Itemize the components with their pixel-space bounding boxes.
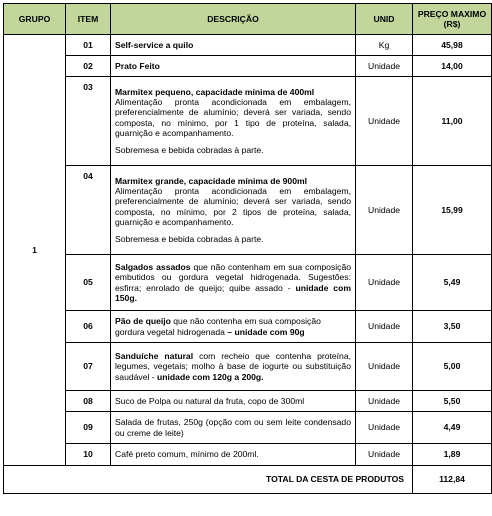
- item-description: [111, 77, 356, 166]
- item-detail: com recheio que contenha proteína, legumes, vegetais; molho à base de iogurte ou substituição saudável -: [115, 351, 352, 382]
- item-detail: Alimentação pronta acondicionada em embalagem, preferencialmente de alumínio; deverá ser variada, sendo composta, no mínimo, por 1 tipo de proteína, salada, guarnição e acompanhamento.: [115, 96, 351, 138]
- item-detail: que não contenha em sua composição gordura vegetal hidrogenada: [115, 316, 321, 337]
- item-price: 11,00: [413, 77, 492, 166]
- item-number: 07: [66, 343, 111, 391]
- header-item: ITEM: [66, 4, 111, 35]
- item-price: 5,00: [413, 343, 492, 391]
- price-table-wrapper: [3, 3, 489, 494]
- group-cell: 1: [4, 35, 66, 466]
- header-price-line2: (R$): [443, 19, 461, 29]
- item-description: [111, 255, 356, 311]
- table-row: [4, 343, 492, 391]
- item-bold-tail: unidade com 150g.: [115, 282, 351, 303]
- table-row: [4, 166, 492, 255]
- item-number: 09: [66, 412, 111, 444]
- item-price: 5,49: [413, 255, 492, 311]
- item-unit: Unidade: [356, 412, 413, 444]
- item-lead: Sanduíche natural: [115, 351, 194, 362]
- item-unit: Unidade: [356, 343, 413, 391]
- table-row: [4, 77, 492, 166]
- item-lead: Marmitex pequeno, capacidade mínima de 400ml: [115, 86, 315, 97]
- item-number: 02: [66, 56, 111, 77]
- item-note: Sobremesa e bebida cobradas à parte.: [115, 234, 264, 245]
- item-price: 1,89: [413, 444, 492, 466]
- item-lead: Marmitex grande, capacidade mínima de 900ml: [115, 175, 308, 186]
- item-number: 04: [66, 166, 111, 255]
- header-price-line1: PREÇO MAXIMO: [417, 8, 487, 19]
- item-lead: Pão de queijo: [115, 316, 171, 327]
- item-description: [111, 166, 356, 255]
- header-description: DESCRIÇÃO: [111, 4, 356, 35]
- table-row: [4, 56, 492, 77]
- item-description: Café preto comum, mínimo de 200ml.: [111, 444, 356, 466]
- item-unit: Unidade: [356, 77, 413, 166]
- item-bold-tail: – unidade com 90g: [227, 326, 305, 337]
- item-number: 06: [66, 311, 111, 343]
- item-bold-tail: unidade com 120g a 200g.: [157, 371, 264, 382]
- header-group: GRUPO: [4, 4, 66, 35]
- item-price: 15,99: [413, 166, 492, 255]
- item-unit: Unidade: [356, 311, 413, 343]
- item-unit: Unidade: [356, 391, 413, 412]
- price-table: [3, 3, 492, 494]
- item-description: [111, 311, 356, 343]
- item-description: [111, 343, 356, 391]
- header-price: [413, 4, 492, 35]
- table-row: [4, 444, 492, 466]
- item-detail: Alimentação pronta acondicionada em embalagem, preferencialmente de alumínio; deverá ser variada, sendo composta, no mínimo, por 2 tipos de proteína, salada, guarnição e acompanhamento.: [115, 185, 351, 227]
- item-description: Suco de Polpa ou natural da fruta, copo de 300ml: [111, 391, 356, 412]
- table-row: [4, 412, 492, 444]
- item-number: 03: [66, 77, 111, 166]
- item-description: Salada de frutas, 250g (opção com ou sem leite condensado ou creme de leite): [111, 412, 356, 444]
- item-description: [111, 56, 356, 77]
- table-row: [4, 391, 492, 412]
- total-label: TOTAL DA CESTA DE PRODUTOS: [4, 466, 413, 494]
- total-value: 112,84: [413, 466, 492, 494]
- item-description: [111, 35, 356, 56]
- item-detail: que não contenham em sua composição embutidos ou gordura vegetal hidrogenada. Sugestões: esfirra; enrolado de queijo; quibe assado -: [115, 261, 351, 293]
- item-unit: Unidade: [356, 56, 413, 77]
- item-number: 01: [66, 35, 111, 56]
- item-price: 4,49: [413, 412, 492, 444]
- item-number: 08: [66, 391, 111, 412]
- item-unit: Kg: [356, 35, 413, 56]
- item-unit: Unidade: [356, 255, 413, 311]
- item-unit: Unidade: [356, 166, 413, 255]
- item-price: 14,00: [413, 56, 492, 77]
- item-number: 10: [66, 444, 111, 466]
- table-header-row: [4, 4, 492, 35]
- item-lead: Prato Feito: [115, 60, 160, 71]
- header-unit: UNID: [356, 4, 413, 35]
- item-unit: Unidade: [356, 444, 413, 466]
- item-price: 5,50: [413, 391, 492, 412]
- table-row: [4, 35, 492, 56]
- item-lead: Salgados assados: [115, 261, 191, 272]
- item-number: 05: [66, 255, 111, 311]
- total-row: [4, 466, 492, 494]
- item-price: 3,50: [413, 311, 492, 343]
- item-price: 45,98: [413, 35, 492, 56]
- item-note: Sobremesa e bebida cobradas à parte.: [115, 145, 264, 156]
- table-row: [4, 255, 492, 311]
- item-lead: Self-service a quilo: [115, 39, 194, 50]
- table-row: [4, 311, 492, 343]
